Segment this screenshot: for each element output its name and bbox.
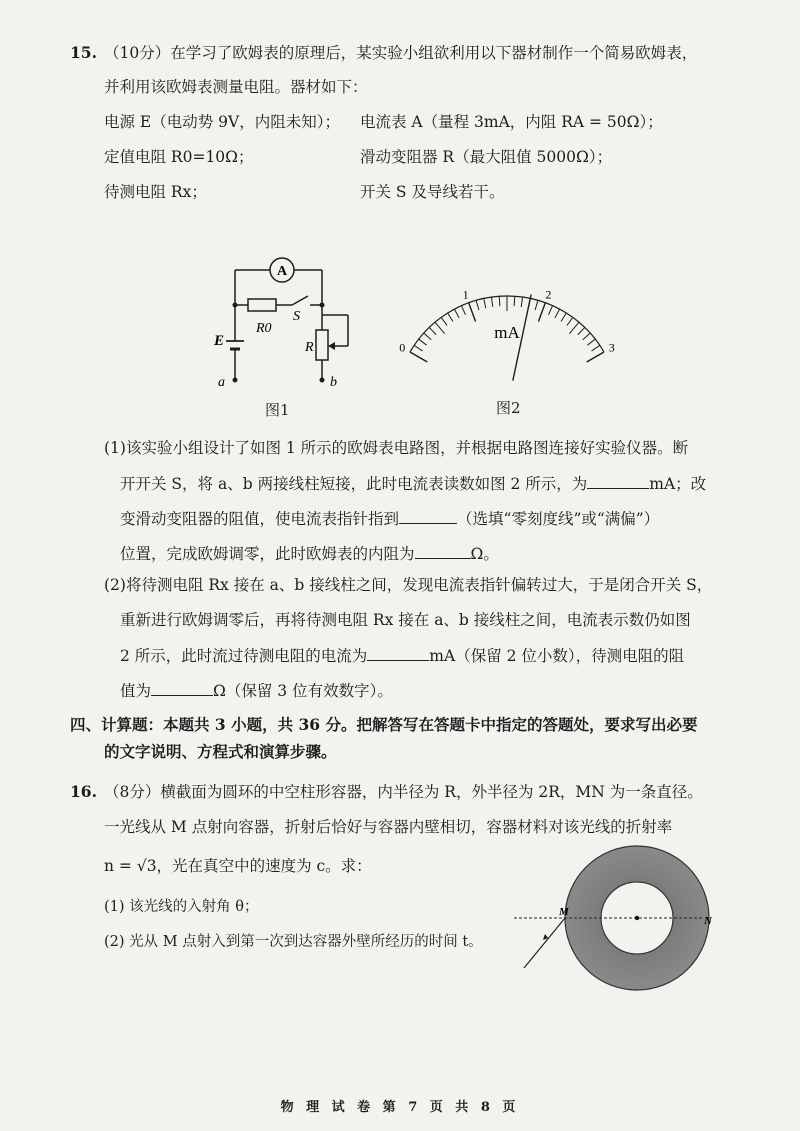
q15-part1-line3-text: 变滑动变阻器的阻值，使电流表指针指到 — [120, 510, 400, 528]
q15-part1-line2 — [120, 472, 706, 495]
section4-line1: 四、计算题：本题共 3 小题，共 36 分。把解答写在答题卡中指定的答题处，要求写出必要 — [70, 715, 698, 734]
meter-tick-label: 0 — [399, 340, 406, 355]
meter-tick — [435, 322, 445, 333]
terminal-b-label: b — [330, 375, 337, 390]
q15-part2-line3-tail: mA（保留 2 位小数），待测电阻的阻 — [429, 647, 685, 665]
page-footer: 物 理 试 卷 第 7 页 共 8 页 — [280, 1100, 520, 1115]
q15-part2-line2: 重新进行欧姆调零后，再将待测电阻 Rx 接在 a、b 接线柱之间，电流表示数仍如图 — [120, 611, 691, 629]
meter-tick — [555, 309, 560, 318]
resistor-r0 — [248, 299, 276, 311]
q15-part2-line3 — [120, 644, 684, 667]
meter-tick — [514, 296, 515, 306]
switch-label: S — [293, 309, 300, 324]
q15-part1-line2-text: 开开关 S，将 a、b 两接线柱短接，此时电流表读数如图 2 所示，为 — [120, 475, 588, 493]
answer-blank-internal-resistance[interactable] — [415, 542, 471, 559]
meter-tick-label: 3 — [608, 340, 615, 355]
meter-unit-label: mA — [494, 323, 520, 342]
meter-tick — [484, 298, 486, 308]
q16-line2: 一光线从 M 点射向容器，折射后恰好与容器内壁相切，容器材料对该光线的折射率 — [104, 818, 673, 836]
meter-tick — [587, 339, 595, 345]
meter-tick — [548, 306, 552, 315]
meter-tick — [578, 327, 585, 334]
meter-tick — [410, 352, 427, 362]
meter-tick — [454, 309, 459, 318]
meter-tick — [419, 339, 427, 345]
q15-part1-line3-hint: （选填“零刻度线”或“满偏”） — [457, 510, 660, 528]
meter-tick — [583, 333, 590, 340]
battery-label: E — [214, 333, 225, 349]
q15-part1-line2-unit: mA；改 — [649, 475, 707, 493]
switch-s — [292, 296, 308, 305]
q15-part1-line4-unit: Ω。 — [470, 545, 499, 563]
answer-blank-resistance-rx[interactable] — [151, 679, 213, 696]
figure-2-ammeter-dial — [399, 258, 615, 388]
q15-part2-line4-text: 值为 — [120, 682, 152, 700]
material-power: 电源 E（电动势 9V，内阻未知）； — [104, 113, 340, 131]
q15-part2-line4 — [120, 679, 393, 702]
section4-line2: 的文字说明、方程式和演算步骤。 — [104, 742, 337, 761]
figure-1-circuit — [200, 245, 370, 395]
figure-1-caption: 图1 — [265, 401, 290, 419]
material-unknown-resistor: 待测电阻 Rx； — [104, 183, 207, 201]
meter-tick — [469, 303, 476, 322]
q16-number: 16. — [70, 782, 97, 801]
meter-tick — [414, 345, 422, 351]
point-m-label: M — [559, 906, 569, 918]
terminal-a-label: a — [218, 375, 225, 390]
meter-tick-label: 1 — [462, 287, 469, 302]
meter-tick — [592, 345, 600, 351]
meter-tick-label: 2 — [545, 287, 552, 302]
meter-tick — [424, 333, 431, 340]
meter-tick — [538, 303, 545, 322]
answer-blank-current-rx[interactable] — [367, 644, 429, 661]
material-switch: 开关 S 及导线若干。 — [360, 183, 505, 201]
meter-tick — [569, 322, 579, 333]
q15-part1-line4-text: 位置，完成欧姆调零，此时欧姆表的内阻为 — [120, 545, 415, 563]
q15-part2-line3-text: 2 所示，此时流过待测电阻的电流为 — [120, 647, 368, 665]
meter-tick — [521, 297, 522, 307]
answer-blank-pointer-position[interactable] — [399, 507, 457, 524]
meter-tick — [476, 300, 479, 310]
incident-ray — [524, 918, 565, 968]
center-point — [635, 916, 639, 920]
q15-intro-line1: （10分）在学习了欧姆表的原理后，某实验小组欲利用以下器材制作一个简易欧姆表， — [104, 44, 698, 62]
meter-tick — [567, 317, 573, 325]
q16-line1: （8分）横截面为圆环的中空柱形容器，内半径为 R，外半径为 2R，MN 为一条直径。 — [104, 783, 703, 801]
q16-part2: (2) 光从 M 点射入到第一次到达容器外壁所经历的时间 t。 — [104, 934, 483, 950]
point-n-label: N — [704, 915, 712, 927]
q15-part2-line4-tail: Ω（保留 3 位有效数字）。 — [213, 682, 393, 700]
material-ammeter: 电流表 A（量程 3mA，内阻 RA = 50Ω）； — [360, 113, 663, 131]
meter-tick — [491, 297, 492, 307]
rheostat-r — [316, 330, 328, 360]
figure-2-caption: 图2 — [496, 399, 521, 417]
figure-annulus — [510, 835, 715, 1005]
rheostat-label: R — [305, 340, 314, 355]
material-rheostat: 滑动变阻器 R（最大阻值 5000Ω）； — [360, 148, 613, 166]
q15-part1-line4 — [120, 542, 499, 565]
q15-part2-line1: (2)将待测电阻 Rx 接在 a、b 接线柱之间，发现电流表指针偏转过大，于是闭合开关 S， — [104, 576, 713, 594]
q15-part1-line3 — [120, 507, 659, 530]
q15-part1-line1: (1)该实验小组设计了如图 1 所示的欧姆表电路图，并根据电路图连接好实验仪器。断 — [104, 439, 689, 457]
meter-tick — [535, 300, 538, 310]
ammeter-label: A — [276, 264, 288, 279]
meter-tick — [499, 296, 500, 306]
material-fixed-resistor: 定值电阻 R0=10Ω； — [104, 148, 254, 166]
meter-tick — [441, 317, 447, 325]
q15-number: 15. — [70, 43, 97, 62]
meter-tick — [587, 352, 604, 362]
r0-label: R0 — [256, 321, 272, 336]
meter-tick — [448, 313, 453, 321]
q16-part1: (1) 该光线的入射角 θ； — [104, 899, 259, 915]
meter-tick — [429, 327, 436, 334]
q16-line3: n = √3，光在真空中的速度为 c。求： — [104, 857, 372, 875]
meter-tick — [561, 313, 566, 321]
q15-intro-line2: 并利用该欧姆表测量电阻。器材如下： — [104, 78, 368, 96]
meter-tick — [461, 306, 465, 315]
answer-blank-current-reading[interactable] — [587, 472, 649, 489]
